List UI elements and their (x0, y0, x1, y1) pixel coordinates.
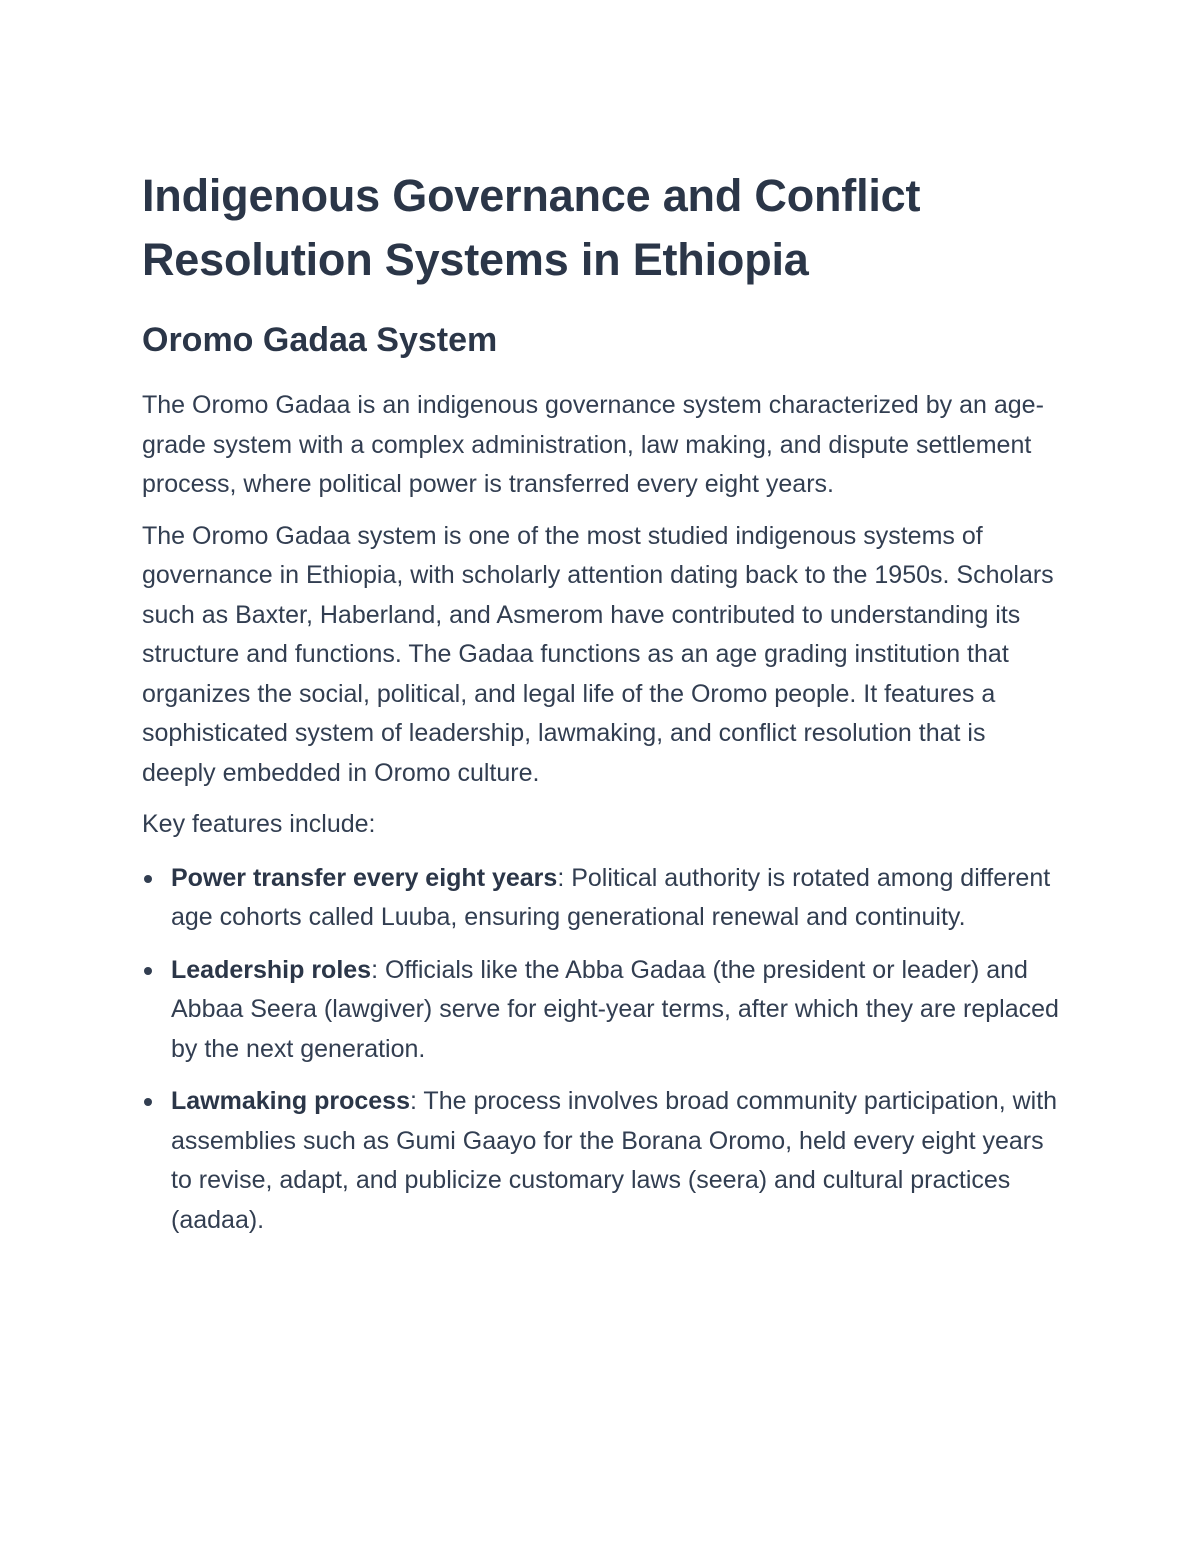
bullet-icon (144, 1098, 152, 1106)
features-list (142, 859, 1060, 1241)
bullet-icon (144, 875, 152, 883)
feature-text: : Political authority is rotated among different age cohorts called Luuba, ensuring generational renewal and continuity. (171, 863, 1051, 931)
feature-text: : The process involves broad community participation, with assemblies such as Gumi Gaayo for the Borana Oromo, held every eight years to revise, adapt, and publicize customary laws (seera) and cultural practices (aadaa). (171, 1087, 1058, 1234)
paragraph-intro: The Oromo Gadaa is an indigenous governance system characterized by an age-grade system with a complex administration, law making, and dispute settlement process, where political power is transferred every eight years. (142, 391, 1044, 498)
feature-term: Power transfer every eight years (171, 863, 558, 892)
feature-text: : Officials like the Abba Gadaa (the president or leader) and Abbaa Seera (lawgiver) serve for eight-year terms, after which they are replaced by the next generation. (171, 955, 1059, 1063)
paragraph-key-features: Key features include: (142, 810, 376, 838)
feature-term: Lawmaking process (171, 1087, 410, 1115)
list-item-leadership-roles (142, 951, 1060, 1070)
feature-term: Leadership roles (171, 955, 372, 984)
list-item-power-transfer (142, 859, 1060, 938)
paragraph-scholarship: The Oromo Gadaa system is one of the most studied indigenous systems of governance in Ethiopia, with scholarly attention dating back to the 1950s. Scholars such as Baxter, Haberland, and Asmerom have contributed to understanding its structure and functions. The Gadaa functions as an age grading institution that organizes the social, political, and legal life of the Oromo people. It features a sophisticated system of leadership, lawmaking, and conflict resolution that is deeply embedded in Oromo culture. (142, 521, 1054, 787)
section-heading: Oromo Gadaa System (142, 321, 498, 359)
list-item-lawmaking-process (142, 1082, 1060, 1240)
bullet-icon (144, 967, 152, 975)
document-title: Indigenous Governance and Conflict Resolution Systems in Ethiopia (142, 170, 921, 285)
